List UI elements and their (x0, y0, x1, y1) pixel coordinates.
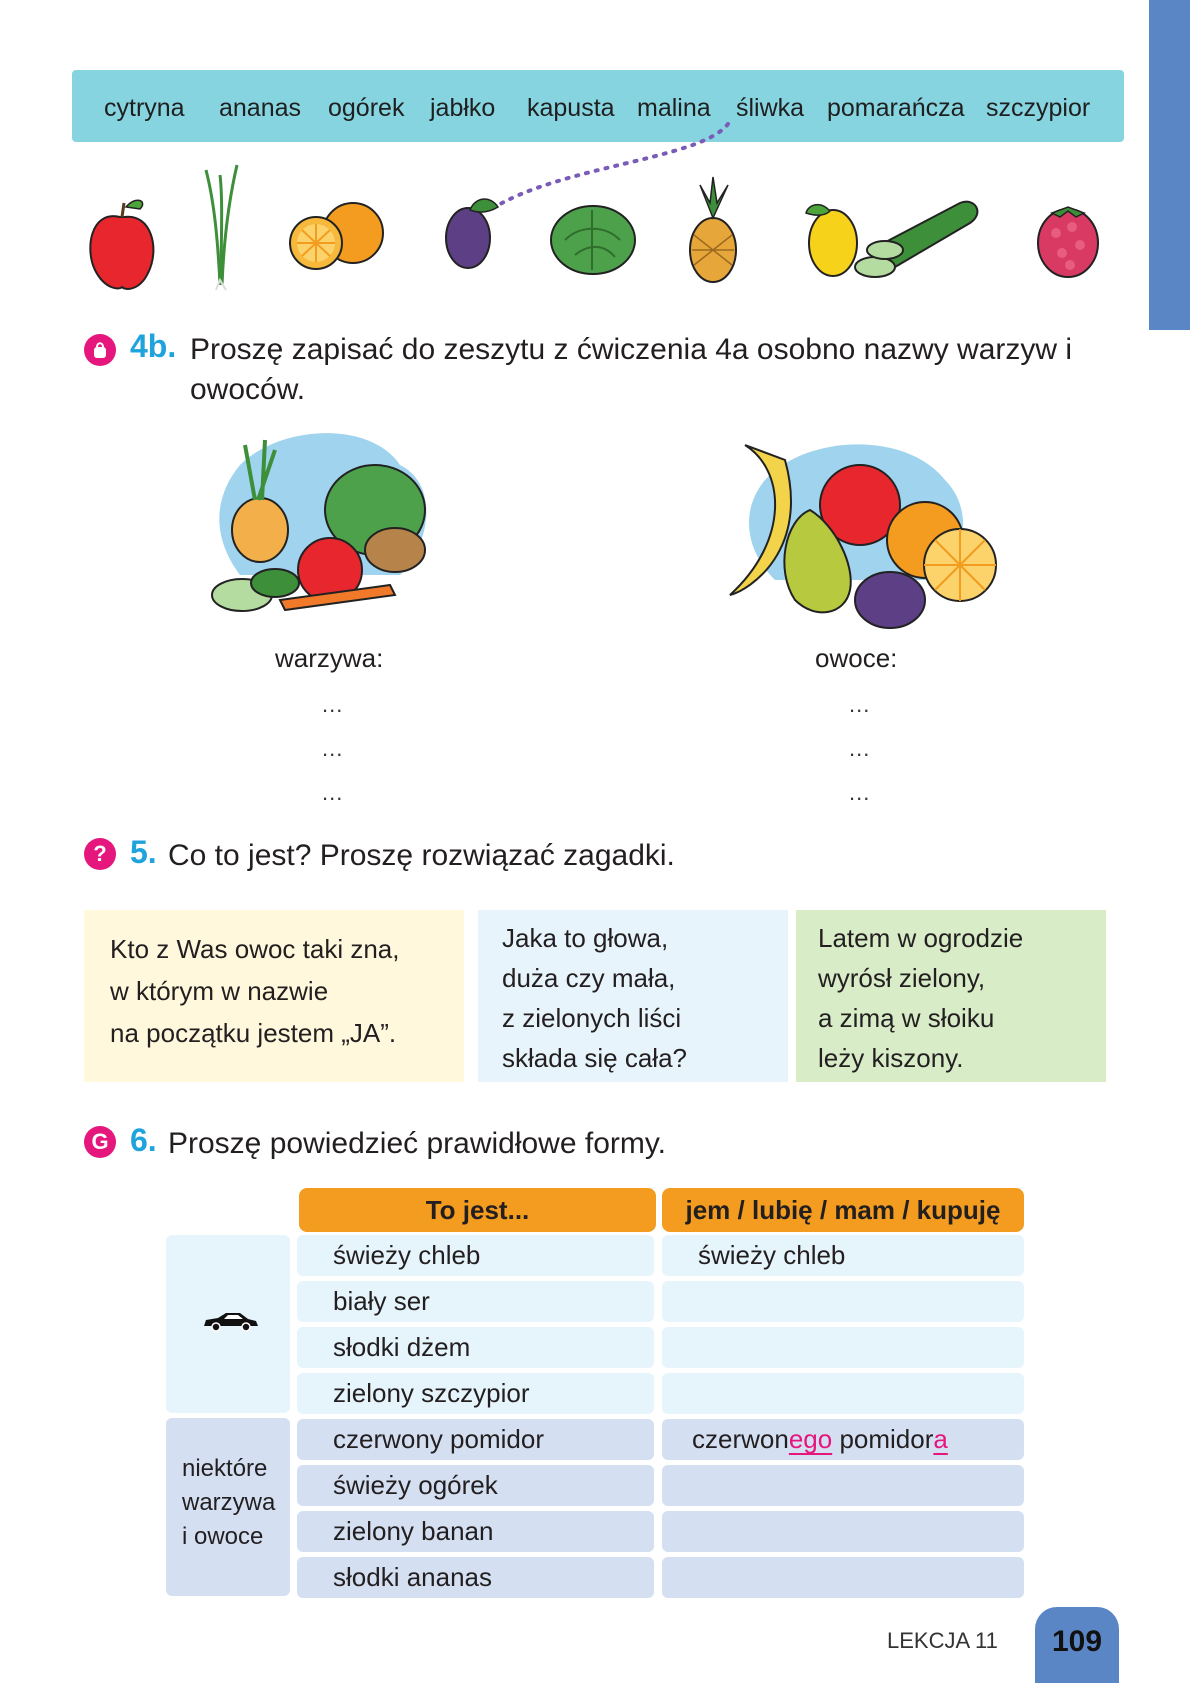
answer-stem: czerwon (692, 1424, 789, 1454)
answer-cell[interactable] (662, 1327, 1024, 1368)
cabbage-icon (551, 206, 635, 274)
car-icon (202, 1311, 260, 1333)
plum-icon (446, 199, 498, 268)
noun-cell: zielony szczypior (297, 1373, 654, 1414)
raspberry-icon (1038, 207, 1098, 277)
word-szczypior: szczypior (986, 94, 1091, 122)
lemon-icon (806, 205, 857, 276)
vegetables-illustration (200, 425, 460, 625)
riddle-2-line-4: składa się cała? (502, 1043, 687, 1073)
riddle-1-line-2: w którym w nazwie (110, 976, 329, 1006)
apple-icon (90, 200, 153, 289)
word-kapusta: kapusta (527, 94, 615, 122)
vegetables-blank-1: ... (322, 692, 344, 717)
cucumber-icon (855, 202, 977, 277)
page-number: 109 (1035, 1607, 1119, 1683)
lesson-label: LEKCJA 11 (887, 1628, 998, 1653)
word-pomarancza: pomarańcza (827, 94, 965, 122)
group-label-line-3: i owoce (182, 1523, 264, 1550)
masculine-group-cell (166, 1235, 290, 1413)
pineapple-icon (690, 177, 736, 282)
fruits-label: owoce: (815, 643, 898, 673)
question-icon: ? (84, 838, 116, 870)
answer-stem: pomidor (832, 1424, 934, 1454)
answer-cell[interactable] (662, 1511, 1024, 1552)
noun-cell: czerwony pomidor (297, 1419, 654, 1460)
word-malina: malina (637, 94, 711, 122)
exercise-4b-number: 4b. (130, 328, 177, 364)
exercise-5-number: 5. (130, 834, 157, 870)
riddle-3-line-1: Latem w ogrodzie (818, 923, 1024, 953)
table-header-verbs: jem / lubię / mam / kupuję (662, 1188, 1024, 1232)
grammar-icon: G (84, 1126, 116, 1158)
green-onion-icon (206, 165, 237, 290)
word-ogorek: ogórek (328, 94, 405, 122)
answer-cell[interactable] (662, 1281, 1024, 1322)
riddle-1-line-1: Kto z Was owoc taki zna, (110, 934, 400, 964)
exercise-5-instruction: Co to jest? Proszę rozwiązać zagadki. (168, 839, 675, 872)
vegetables-label: warzywa: (275, 643, 384, 673)
answer-ending: a (933, 1424, 948, 1454)
noun-cell: słodki dżem (297, 1327, 654, 1368)
riddle-1-line-3: na początku jestem „JA”. (110, 1018, 397, 1048)
group-label-line-1: niektóre (182, 1455, 268, 1482)
riddle-card-1 (84, 910, 464, 1082)
answer-cell[interactable] (662, 1465, 1024, 1506)
riddle-3-line-2: wyrósł zielony, (818, 963, 986, 993)
table-header-to-jest: To jest... (299, 1188, 656, 1232)
exercise-6-number: 6. (130, 1122, 157, 1158)
plants-group-cell (166, 1418, 290, 1596)
answer-cell[interactable] (662, 1557, 1024, 1598)
answer-example-cell (662, 1419, 1024, 1460)
noun-cell: zielony banan (297, 1511, 654, 1552)
fruits-blank-1: ... (849, 692, 871, 717)
exercise-4b-instruction-line1: Proszę zapisać do zeszytu z ćwiczenia 4a osobno nazwy warzyw i (190, 333, 1073, 366)
word-jablko: jabłko (430, 94, 496, 122)
word-cytryna: cytryna (104, 94, 185, 122)
answer-ending: ego (788, 1424, 833, 1454)
riddle-3-line-3: a zimą w słoiku (818, 1003, 995, 1033)
riddle-3-line-4: leży kiszony. (818, 1043, 964, 1073)
riddle-2-line-1: Jaka to głowa, (502, 923, 669, 953)
noun-cell: słodki ananas (297, 1557, 654, 1598)
writing-icon (84, 334, 116, 366)
answer-example-cell: świeży chleb (662, 1235, 1024, 1276)
fruits-blank-3: ... (849, 780, 871, 805)
fruits-blank-2: ... (849, 736, 871, 761)
orange-icon (290, 203, 383, 269)
noun-cell: świeży ogórek (297, 1465, 654, 1506)
word-ananas: ananas (219, 94, 302, 122)
riddle-card-3 (796, 910, 1106, 1082)
noun-cell: świeży chleb (297, 1235, 654, 1276)
riddle-2-line-3: z zielonych liści (502, 1003, 682, 1033)
exercise-4b-instruction-line2: owoców. (190, 373, 306, 406)
vegetables-blank-2: ... (322, 736, 344, 761)
word-sliwka: śliwka (736, 94, 805, 122)
riddle-card-2 (478, 910, 788, 1082)
exercise-6-instruction: Proszę powiedzieć prawidłowe formy. (168, 1127, 666, 1160)
group-label-line-2: warzywa (182, 1489, 276, 1516)
fruits-illustration (715, 430, 1005, 630)
vegetables-blank-3: ... (322, 780, 344, 805)
riddle-2-line-2: duża czy mała, (502, 963, 676, 993)
produce-row (80, 155, 1120, 305)
answer-cell[interactable] (662, 1373, 1024, 1414)
noun-cell: biały ser (297, 1281, 654, 1322)
